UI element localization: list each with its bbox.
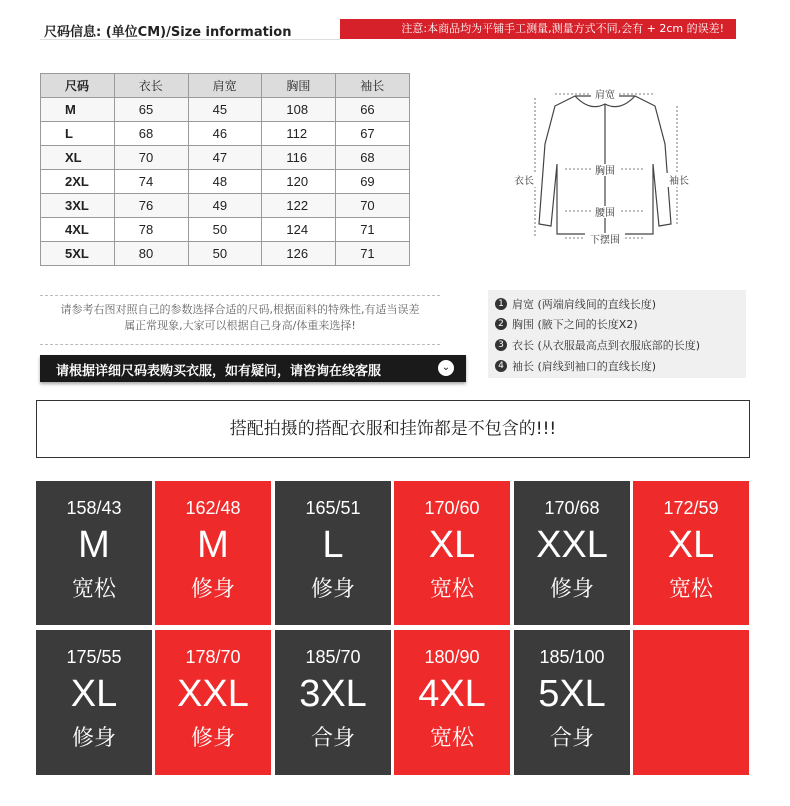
waist-label: 腰围	[595, 208, 615, 219]
length-cell: 70	[114, 146, 188, 170]
header-divider	[40, 39, 340, 40]
shoulder-cell: 47	[188, 146, 262, 170]
sleeve-label: 袖长	[669, 176, 689, 187]
size-cell: 5XL	[41, 242, 115, 266]
chest-cell: 116	[262, 146, 336, 170]
shoulder-label: 肩宽	[595, 90, 615, 101]
chest-label: 胸围	[595, 166, 615, 177]
length-cell: 74	[114, 170, 188, 194]
legend-text: 胸围 (腋下之间的长度X2)	[512, 318, 638, 331]
shoulder-cell: 50	[188, 218, 262, 242]
height-weight: 162/48	[185, 498, 241, 518]
column-header: 肩宽	[188, 74, 262, 98]
table-row	[41, 242, 410, 266]
length-cell: 65	[114, 98, 188, 122]
sleeve-cell: 67	[336, 122, 410, 146]
table-row	[41, 170, 410, 194]
accessories-notice: 搭配拍摄的搭配衣服和挂饰都是不包含的!!!	[36, 400, 750, 458]
fit-card	[394, 630, 510, 775]
size-label: XL	[428, 524, 476, 566]
fit-card	[394, 481, 510, 625]
height-weight: 158/43	[66, 498, 122, 518]
table-row	[41, 218, 410, 242]
sleeve-cell: 71	[336, 218, 410, 242]
size-cell: M	[41, 98, 115, 122]
contact-banner[interactable]	[40, 355, 466, 382]
column-header: 袖长	[336, 74, 410, 98]
fit-card	[275, 630, 391, 775]
legend-text: 袖长 (肩线到袖口的直线长度)	[512, 360, 657, 373]
fit-label: 宽松	[71, 577, 116, 602]
fit-card	[275, 481, 391, 625]
fit-card	[514, 481, 630, 625]
chest-cell: 122	[262, 194, 336, 218]
height-weight: 185/70	[305, 647, 361, 667]
size-cell: 2XL	[41, 170, 115, 194]
table-row	[41, 194, 410, 218]
legend-item	[495, 316, 638, 332]
fit-label: 合身	[549, 726, 594, 751]
column-header: 胸围	[262, 74, 336, 98]
height-weight: 165/51	[305, 498, 361, 518]
size-label: XL	[667, 524, 715, 566]
fit-card	[36, 481, 152, 625]
chest-cell: 124	[262, 218, 336, 242]
note-divider-top	[40, 295, 440, 296]
size-note-line: 请参考右图对照自己的参数选择合适的尺码,根据面料的特殊性,有适当误差	[60, 303, 420, 316]
size-label: 4XL	[418, 673, 486, 715]
fit-card	[514, 630, 630, 775]
note-divider-bottom	[40, 344, 440, 345]
height-weight: 180/90	[424, 647, 480, 667]
sleeve-cell: 69	[336, 170, 410, 194]
fit-label: 修身	[190, 577, 235, 602]
shoulder-cell: 48	[188, 170, 262, 194]
measurement-notice: 注意:本商品均为平铺手工测量,测量方式不同,会有 + 2cm 的误差!	[340, 19, 736, 39]
size-cell: L	[41, 122, 115, 146]
chest-cell: 120	[262, 170, 336, 194]
table-row	[41, 122, 410, 146]
legend-number: 3	[495, 339, 507, 351]
size-label: XL	[70, 673, 118, 715]
fit-card	[155, 630, 271, 775]
chest-cell: 112	[262, 122, 336, 146]
size-cell: XL	[41, 146, 115, 170]
height-weight: 172/59	[663, 498, 719, 518]
fit-label: 宽松	[429, 726, 474, 751]
sleeve-cell: 70	[336, 194, 410, 218]
size-info-title: 尺码信息: (单位CM)/Size information	[44, 25, 292, 40]
size-cell: 4XL	[41, 218, 115, 242]
table-row	[41, 146, 410, 170]
height-weight: 175/55	[66, 647, 122, 667]
hem-label: 下摆围	[590, 235, 620, 246]
size-label: XXL	[177, 673, 249, 715]
chest-cell: 108	[262, 98, 336, 122]
size-table-header	[41, 74, 410, 98]
shirt-measurement-diagram	[505, 84, 705, 259]
height-weight: 185/100	[539, 647, 605, 667]
fit-card	[155, 481, 271, 625]
size-label: 3XL	[299, 673, 367, 715]
sleeve-cell: 71	[336, 242, 410, 266]
legend-number: 2	[495, 318, 507, 330]
size-label: XXL	[536, 524, 608, 566]
size-label: 5XL	[538, 673, 606, 715]
legend-number: 1	[495, 298, 507, 310]
fit-label: 修身	[71, 726, 116, 751]
size-note	[40, 302, 440, 334]
legend-item	[495, 296, 656, 312]
banner-text: 请根据详细尺码表购买衣服，如有疑问，请咨询在线客服	[56, 364, 382, 379]
shoulder-cell: 45	[188, 98, 262, 122]
fit-label: 合身	[310, 726, 355, 751]
size-cell: 3XL	[41, 194, 115, 218]
fit-label: 修身	[549, 577, 594, 602]
length-cell: 78	[114, 218, 188, 242]
legend-item	[495, 358, 656, 374]
shoulder-cell: 50	[188, 242, 262, 266]
legend-text: 肩宽 (两端肩线间的直线长度)	[512, 298, 657, 311]
length-cell: 80	[114, 242, 188, 266]
legend-text: 衣长 (从衣服最高点到衣服底部的长度)	[512, 339, 701, 352]
height-weight: 178/70	[185, 647, 241, 667]
fit-label: 宽松	[668, 577, 713, 602]
column-header: 衣长	[114, 74, 188, 98]
fit-label: 宽松	[429, 577, 474, 602]
fit-card	[633, 481, 749, 625]
measurement-legend	[488, 290, 746, 378]
size-label: M	[197, 524, 229, 566]
table-row	[41, 98, 410, 122]
size-label: L	[322, 524, 344, 566]
sleeve-cell: 68	[336, 146, 410, 170]
fit-card-empty	[633, 630, 749, 775]
sleeve-cell: 66	[336, 98, 410, 122]
fit-label: 修身	[190, 726, 235, 751]
shoulder-cell: 46	[188, 122, 262, 146]
legend-number: 4	[495, 360, 507, 372]
height-weight: 170/68	[544, 498, 600, 518]
size-note-line: 属正常现象,大家可以根据自己身高/体重来选择!	[124, 319, 356, 332]
chest-cell: 126	[262, 242, 336, 266]
fit-card	[36, 630, 152, 775]
length-cell: 68	[114, 122, 188, 146]
size-table	[40, 73, 410, 266]
length-label: 衣长	[514, 176, 534, 187]
length-cell: 76	[114, 194, 188, 218]
size-label: M	[78, 524, 110, 566]
chevron-down-icon[interactable]: ⌄	[438, 360, 454, 376]
column-header: 尺码	[41, 74, 115, 98]
legend-item	[495, 337, 700, 353]
height-weight: 170/60	[424, 498, 480, 518]
shoulder-cell: 49	[188, 194, 262, 218]
fit-label: 修身	[310, 577, 355, 602]
